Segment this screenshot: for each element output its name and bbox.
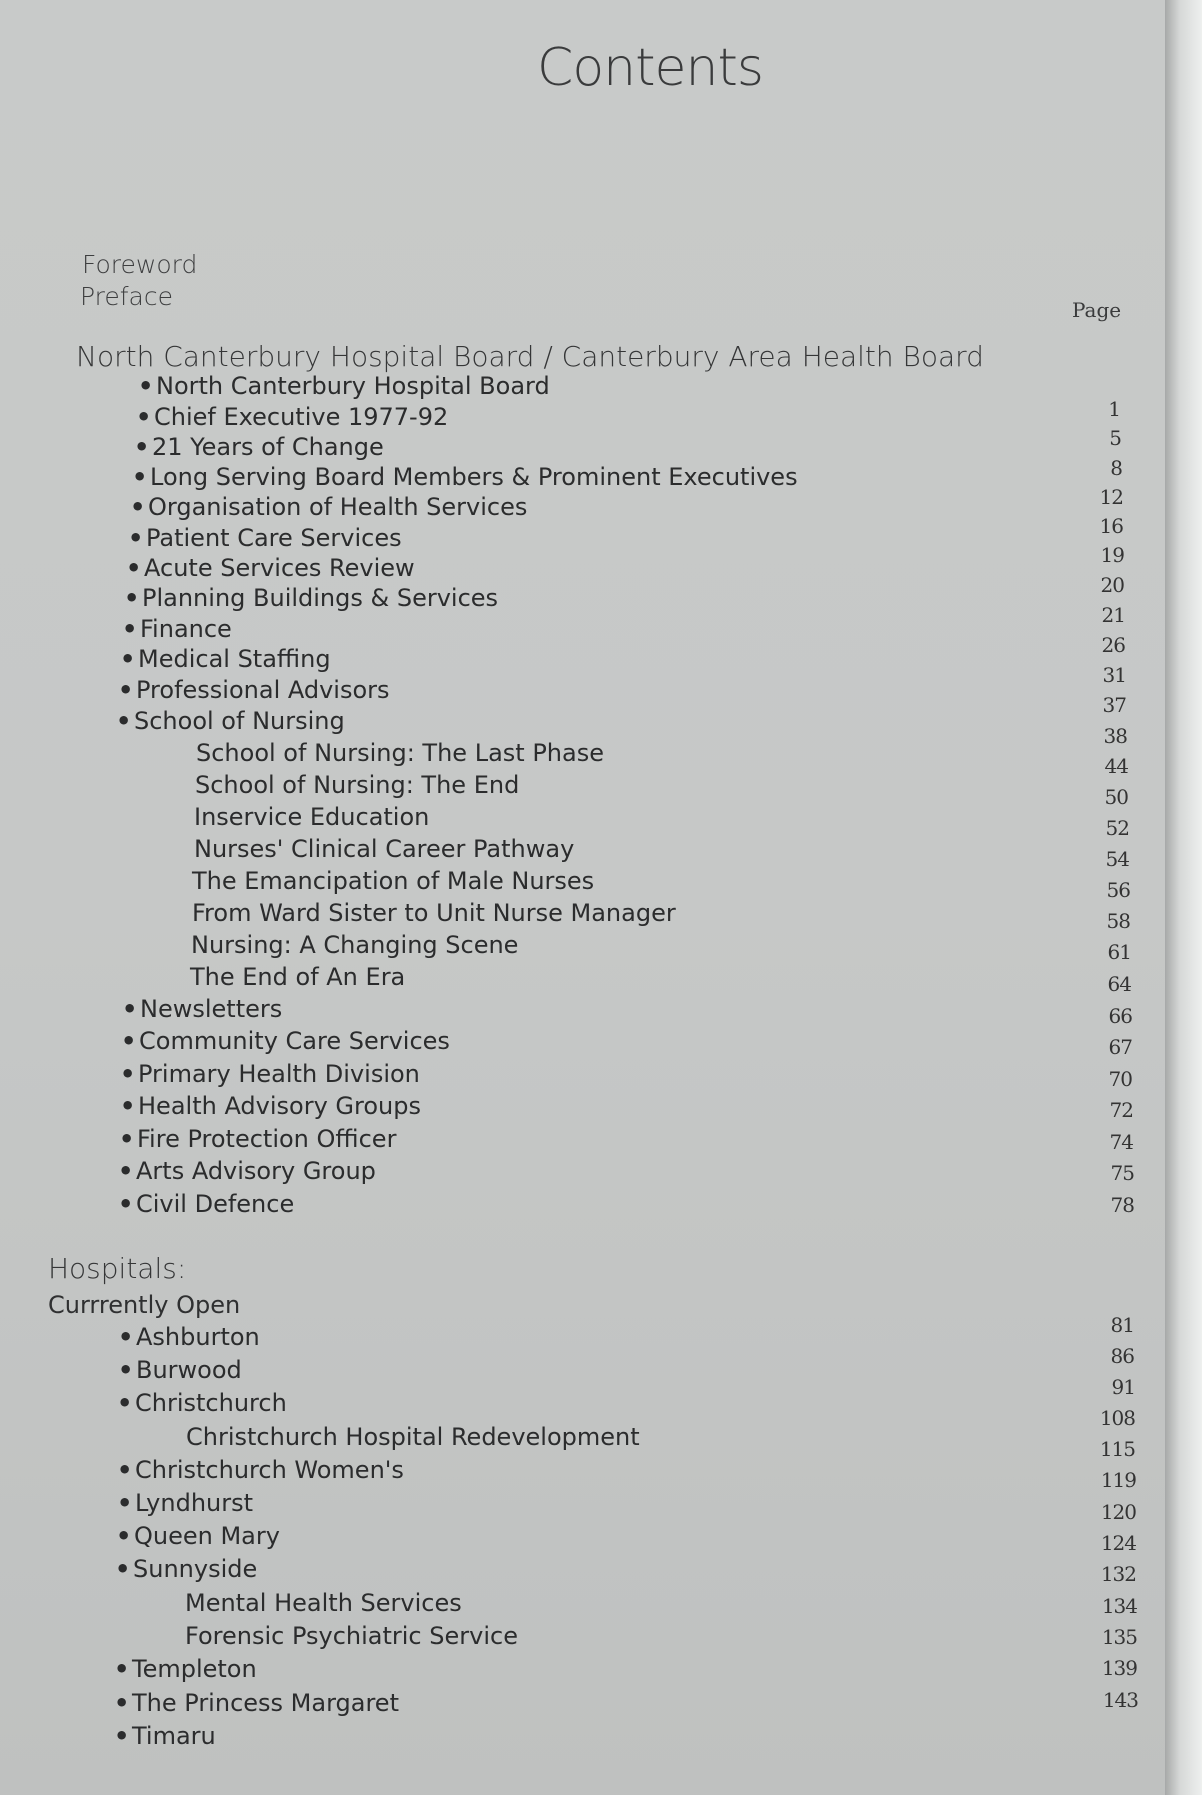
toc-entry-label: Burwood: [136, 1356, 242, 1384]
toc-entry-patient-care-services: [128, 524, 402, 552]
toc-entry-north-canterbury-hospital-board: [138, 372, 550, 400]
bullet-icon: •: [120, 1092, 136, 1120]
bullet-icon: •: [118, 1356, 134, 1384]
bullet-icon: •: [120, 645, 136, 673]
bullet-icon: •: [117, 1389, 133, 1417]
toc-entry-label: Ashburton: [136, 1323, 260, 1351]
page-number: 135: [1101, 1625, 1137, 1649]
toc-entry-inservice-education: [194, 803, 429, 831]
bullet-icon: •: [115, 1555, 131, 1583]
page-number: 67: [1108, 1035, 1132, 1059]
toc-entry-chief-executive-1977-92: [136, 403, 448, 431]
toc-entry-label: Mental Health Services: [185, 1589, 462, 1617]
bullet-icon: •: [120, 1060, 136, 1088]
toc-entry-the-princess-margaret: [114, 1689, 399, 1717]
toc-entry-school-of-nursing: [116, 707, 345, 735]
toc-entry-christchurch: [117, 1389, 287, 1417]
toc-entry-templeton: [114, 1655, 257, 1683]
toc-entry-organisation-of-health-services: [130, 493, 527, 521]
bullet-icon: •: [138, 372, 154, 400]
toc-entry-label: Arts Advisory Group: [136, 1157, 376, 1185]
page-number: 50: [1104, 785, 1128, 809]
toc-entry-label: Sunnyside: [133, 1555, 258, 1583]
toc-entry-christchurch-hospital-redevelopment: [186, 1423, 640, 1451]
page-number: 132: [1100, 1562, 1136, 1586]
page-column-header: Page: [1072, 298, 1122, 322]
toc-entry-ashburton: [118, 1323, 260, 1351]
toc-entry-label: Health Advisory Groups: [138, 1092, 421, 1120]
page-number: 91: [1111, 1375, 1135, 1399]
toc-entry-fire-protection-officer: [119, 1125, 396, 1153]
toc-entry-from-ward-sister-to-unit-nurse-manager: [192, 899, 676, 927]
toc-entry-label: Fire Protection Officer: [137, 1125, 397, 1153]
page-number: 86: [1110, 1344, 1134, 1368]
foreword-entry: Foreword: [82, 250, 198, 279]
bullet-icon: •: [124, 584, 140, 612]
toc-entry-newsletters: [122, 995, 282, 1023]
page-number: 72: [1109, 1098, 1133, 1122]
toc-entry-21-years-of-change: [134, 433, 384, 461]
toc-entry-timaru: [114, 1722, 216, 1750]
page-number: 58: [1106, 909, 1130, 933]
page-number: 70: [1108, 1067, 1132, 1091]
bullet-icon: •: [114, 1655, 130, 1683]
page-number: 52: [1105, 816, 1129, 840]
bullet-icon: •: [128, 524, 144, 552]
preface-entry: Preface: [80, 282, 173, 311]
bullet-icon: •: [118, 1323, 134, 1351]
toc-entry-school-of-nursing-the-end: [195, 771, 519, 799]
page-number: 119: [1100, 1468, 1136, 1492]
hospitals-subtitle: Currrently Open: [48, 1291, 241, 1319]
toc-entry-medical-staffing: [120, 645, 331, 673]
toc-entry-label: The Emancipation of Male Nurses: [192, 867, 595, 895]
toc-entry-label: Professional Advisors: [136, 676, 390, 704]
toc-entry-professional-advisors: [118, 676, 390, 704]
toc-entry-label: The Princess Margaret: [132, 1689, 399, 1717]
toc-entry-school-of-nursing-the-last-phase: [196, 739, 604, 767]
bullet-icon: •: [122, 615, 138, 643]
page-number: 139: [1101, 1656, 1137, 1680]
page-number: 143: [1102, 1688, 1138, 1712]
toc-entry-civil-defence: [118, 1190, 294, 1218]
page-number: 21: [1101, 603, 1125, 627]
page-number: 124: [1100, 1531, 1136, 1555]
toc-entry-label: Acute Services Review: [144, 554, 415, 582]
page-number: 115: [1099, 1437, 1135, 1461]
toc-entry-label: Inservice Education: [194, 803, 430, 831]
toc-entry-label: Newsletters: [140, 995, 283, 1023]
toc-entry-label: Queen Mary: [134, 1522, 280, 1550]
page-number: 16: [1099, 514, 1123, 538]
toc-entry-long-serving-board-members-prominent-executives: [132, 463, 798, 491]
bullet-icon: •: [118, 1157, 134, 1185]
toc-entry-label: Community Care Services: [139, 1027, 450, 1055]
page-number: 78: [1110, 1193, 1134, 1217]
toc-entry-label: Planning Buildings & Services: [142, 584, 499, 612]
bullet-icon: •: [132, 463, 148, 491]
toc-entry-label: Finance: [140, 615, 232, 643]
page-number: 8: [1110, 456, 1122, 480]
toc-entry-label: From Ward Sister to Unit Nurse Manager: [192, 899, 676, 927]
toc-entry-forensic-psychiatric-service: [185, 1622, 518, 1650]
page-number: 44: [1104, 754, 1128, 778]
toc-entry-label: 21 Years of Change: [152, 433, 384, 461]
page-number: 56: [1106, 878, 1130, 902]
page-number: 31: [1102, 663, 1126, 687]
toc-entry-sunnyside: [115, 1555, 257, 1583]
toc-entry-queen-mary: [116, 1522, 280, 1550]
page-number: 1: [1108, 397, 1120, 421]
bullet-icon: •: [119, 1125, 135, 1153]
toc-entry-label: North Canterbury Hospital Board: [156, 372, 550, 400]
toc-entry-label: Forensic Psychiatric Service: [185, 1622, 518, 1650]
page-number: 20: [1100, 573, 1124, 597]
toc-entry-label: The End of An Era: [190, 963, 406, 991]
toc-entry-label: Nurses' Clinical Career Pathway: [194, 835, 575, 863]
toc-entry-label: Patient Care Services: [146, 524, 402, 552]
page-number: 37: [1102, 693, 1126, 717]
page-number: 12: [1099, 485, 1123, 509]
toc-entry-label: Templeton: [132, 1655, 257, 1683]
toc-entry-arts-advisory-group: [118, 1157, 376, 1185]
bullet-icon: •: [118, 1190, 134, 1218]
toc-entry-burwood: [118, 1356, 242, 1384]
toc-entry-lyndhurst: [117, 1489, 253, 1517]
toc-entry-christchurch-women-s: [117, 1456, 404, 1484]
page-number: 75: [1110, 1161, 1134, 1185]
toc-entry-nurses-clinical-career-pathway: [194, 835, 574, 863]
bullet-icon: •: [114, 1689, 130, 1717]
page-number: 5: [1109, 426, 1121, 450]
page-number: 54: [1105, 847, 1129, 871]
toc-entry-label: Organisation of Health Services: [148, 493, 528, 521]
bullet-icon: •: [134, 433, 150, 461]
toc-entry-label: School of Nursing: The Last Phase: [196, 739, 604, 767]
page-number: 74: [1109, 1130, 1133, 1154]
bullet-icon: •: [130, 493, 146, 521]
bullet-icon: •: [122, 995, 138, 1023]
toc-entry-nursing-a-changing-scene: [191, 931, 518, 959]
page-number: 26: [1101, 633, 1125, 657]
page-number: 19: [1100, 543, 1124, 567]
toc-entry-primary-health-division: [120, 1060, 420, 1088]
toc-entry-label: Christchurch Hospital Redevelopment: [186, 1423, 640, 1451]
bullet-icon: •: [114, 1722, 130, 1750]
toc-entry-the-emancipation-of-male-nurses: [192, 867, 594, 895]
toc-entry-label: Long Serving Board Members & Prominent Executives: [150, 463, 798, 491]
toc-entry-acute-services-review: [126, 554, 415, 582]
toc-entry-label: Christchurch Women's: [135, 1456, 404, 1484]
bullet-icon: •: [136, 403, 152, 431]
page-number: 38: [1103, 724, 1127, 748]
toc-entry-finance: [122, 615, 232, 643]
page-number: 120: [1100, 1500, 1136, 1524]
bullet-icon: •: [126, 554, 142, 582]
toc-entry-label: Medical Staffing: [138, 645, 331, 673]
toc-entry-label: Christchurch: [135, 1389, 287, 1417]
toc-entry-label: Primary Health Division: [138, 1060, 420, 1088]
bullet-icon: •: [121, 1027, 137, 1055]
bullet-icon: •: [116, 1522, 132, 1550]
bullet-icon: •: [117, 1456, 133, 1484]
toc-entry-the-end-of-an-era: [190, 963, 405, 991]
toc-entry-label: Civil Defence: [136, 1190, 295, 1218]
page-number: 66: [1108, 1004, 1132, 1028]
page-number: 61: [1107, 940, 1131, 964]
toc-entry-health-advisory-groups: [120, 1092, 421, 1120]
section-title-board: North Canterbury Hospital Board / Canterbury Area Health Board: [76, 340, 984, 373]
page-edge: [1165, 0, 1202, 1795]
toc-entry-planning-buildings-services: [124, 584, 498, 612]
toc-entry-label: Timaru: [132, 1722, 216, 1750]
toc-entry-label: Lyndhurst: [135, 1489, 254, 1517]
bullet-icon: •: [116, 707, 132, 735]
page-number: 64: [1107, 972, 1131, 996]
page-number: 134: [1101, 1594, 1137, 1618]
toc-entry-label: School of Nursing: [134, 707, 345, 735]
toc-entry-label: Nursing: A Changing Scene: [191, 931, 519, 959]
page-title: Contents: [537, 38, 763, 98]
section-title-hospitals: Hospitals:: [48, 1252, 187, 1285]
bullet-icon: •: [118, 676, 134, 704]
toc-entry-label: Chief Executive 1977-92: [154, 403, 449, 431]
toc-entry-community-care-services: [121, 1027, 450, 1055]
toc-entry-mental-health-services: [185, 1589, 462, 1617]
toc-entry-label: School of Nursing: The End: [195, 771, 520, 799]
page-number: 81: [1110, 1313, 1134, 1337]
bullet-icon: •: [117, 1489, 133, 1517]
page-number: 108: [1099, 1406, 1135, 1430]
